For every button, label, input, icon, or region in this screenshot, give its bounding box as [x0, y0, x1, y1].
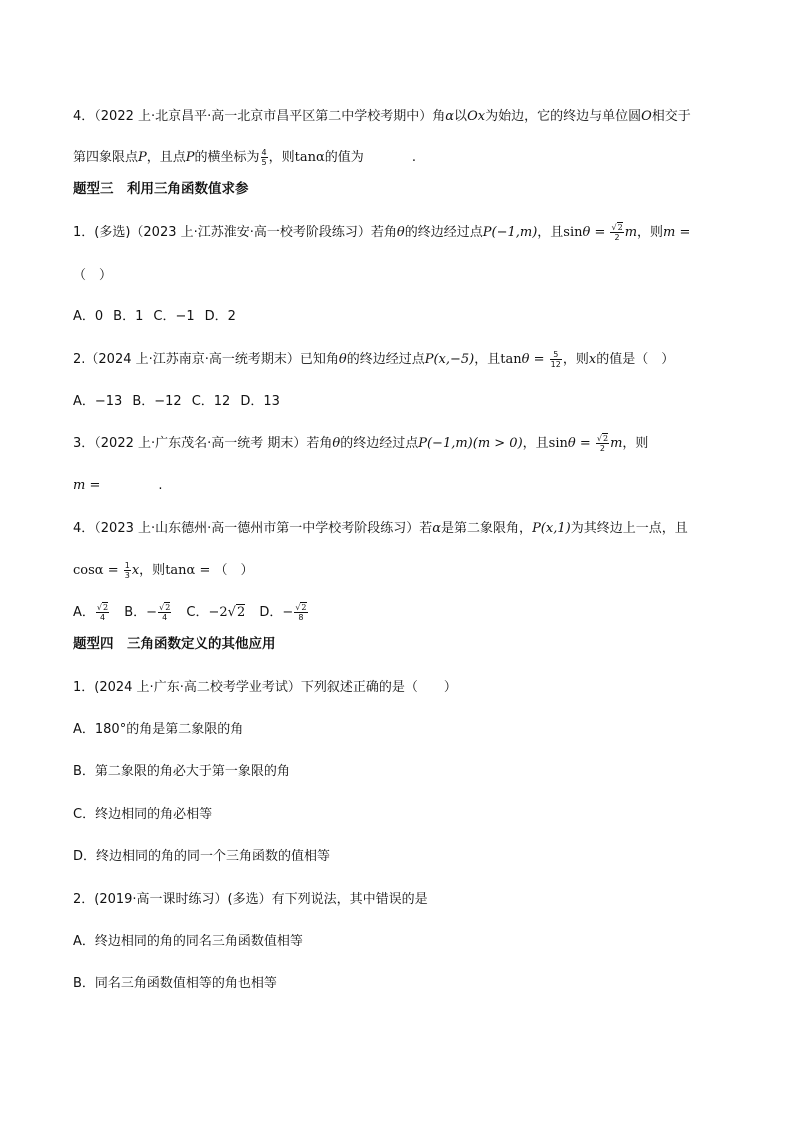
math-var: Ox [467, 109, 486, 124]
math-expr: P(−1,m)(m > 0) [418, 436, 523, 451]
math-expr: cosα [73, 563, 104, 578]
q-text: 3．（2022 上·广东茂名·高一统考 期末）若角 [73, 436, 333, 451]
math-var: m [73, 478, 86, 493]
math-var: θ [582, 225, 591, 240]
math-op: = [195, 563, 215, 578]
option-b[interactable]: B．1 [113, 309, 144, 324]
math-op: = [575, 436, 595, 451]
option-b[interactable]: B．−12 [132, 394, 182, 409]
radicand: 2 [602, 434, 609, 443]
math-op: = [675, 225, 691, 240]
question-s3-1-paren: （ ） [73, 268, 113, 283]
frac-num: √2 [96, 603, 109, 612]
frac-num: 4 [261, 148, 267, 157]
math-expr: P(−1,m) [482, 225, 538, 240]
q-text: ，则 [139, 563, 166, 578]
question-s4-1-stem: 1．(2024 上·广东·高二校考学业考试）下列叙述正确的是（ ） [73, 680, 457, 695]
q-text: ，且 [522, 436, 549, 451]
frac-num: √2 [159, 603, 171, 612]
math-fn: sin [563, 225, 583, 240]
math-op: − [282, 605, 294, 620]
math-op: = [529, 352, 549, 367]
q-text: . [158, 478, 163, 493]
q-text: 的横坐标为 [194, 150, 260, 165]
q-text: ，且 [474, 352, 501, 367]
math-var: θ [567, 436, 576, 451]
math-var: x [588, 352, 597, 367]
q-text: 的终边经过点 [404, 225, 483, 240]
math-expr: P(x,1) [532, 521, 571, 536]
option-a[interactable]: A．0 [73, 309, 104, 324]
math-var: θ [396, 225, 405, 240]
question-s3-2-options [73, 392, 738, 412]
option-b[interactable]: B．第二象限的角必大于第一象限的角 [73, 764, 290, 779]
math-expr: P(x,−5) [424, 352, 475, 367]
fraction [124, 561, 131, 580]
frac-den: 4 [162, 613, 168, 622]
q-text: ，则 [268, 150, 295, 165]
math-var: θ [338, 352, 347, 367]
option-c[interactable]: C．12 [191, 394, 231, 409]
math-var: θ [521, 352, 530, 367]
question-s3-2-line1 [73, 350, 738, 370]
option-a[interactable]: A．终边相同的角的同名三角函数值相等 [73, 934, 303, 949]
q-text: ，则 [637, 225, 664, 240]
radicand: 2 [236, 605, 246, 620]
math-var: x [131, 563, 140, 578]
option-a[interactable]: A．−13 [73, 394, 123, 409]
q-text: ，则 [622, 436, 649, 451]
math-var: P [185, 150, 195, 165]
q-text: 的终边经过点 [346, 352, 425, 367]
math-var: O [641, 109, 652, 124]
q-text: 相交于 [651, 109, 691, 124]
radicand: 2 [301, 603, 307, 612]
option-d[interactable]: D．13 [240, 394, 280, 409]
math-fn: tan [500, 352, 522, 367]
frac-den: 4 [99, 613, 106, 622]
option-label: C． [186, 605, 209, 620]
math-expr: tanα [165, 563, 196, 578]
math-var: m [663, 225, 676, 240]
math-op: = [85, 478, 101, 493]
radicand: 2 [165, 603, 171, 612]
math-var: P [138, 150, 147, 165]
math-var: θ [332, 436, 341, 451]
frac-den: 5 [261, 158, 267, 167]
option-label: D． [259, 605, 283, 620]
frac-num: √2 [596, 434, 609, 443]
fraction [550, 350, 562, 369]
radicand: 2 [103, 603, 109, 612]
option-d[interactable] [259, 603, 308, 623]
q-text: 的终边经过点 [340, 436, 419, 451]
option-label: A． [73, 605, 95, 620]
math-var: α [432, 521, 442, 536]
fraction [261, 148, 268, 167]
q-text: 的值是（ ） [596, 352, 675, 367]
frac-den: 2 [614, 233, 620, 242]
math-op: = [590, 225, 610, 240]
radicand: 2 [617, 223, 623, 232]
option-c[interactable]: C．终边相同的角必相等 [73, 807, 213, 822]
question-s3-3-line2 [73, 476, 738, 496]
math-fn: sin [548, 436, 568, 451]
fraction [294, 603, 307, 622]
q-text: 2.（2024 上·江苏南京·高一统考期末）已知角 [73, 352, 339, 367]
frac-num: 5 [550, 350, 562, 360]
option-b[interactable] [124, 603, 172, 623]
option-a[interactable]: A．180°的角是第二象限的角 [73, 722, 244, 737]
section-heading-3: 题型三 利用三角函数值求参 [73, 181, 249, 197]
question-s2-4-line2 [73, 148, 738, 168]
option-label: B． [124, 605, 147, 620]
q-text: 是第二象限角， [441, 521, 533, 536]
q-text: ，则 [562, 352, 589, 367]
question-s3-4-line1 [73, 519, 738, 539]
math-var: α [445, 109, 455, 124]
q-text: 以 [454, 109, 468, 124]
fraction [158, 603, 171, 622]
question-s3-1-line1 [73, 223, 738, 243]
option-a[interactable] [73, 603, 110, 623]
math-expr: −2 [208, 605, 228, 620]
frac-den: 12 [550, 360, 561, 369]
math-expr: tanα [294, 150, 325, 165]
q-text: ，且点 [146, 150, 186, 165]
math-var: m [624, 225, 638, 240]
frac-den: 2 [599, 444, 606, 453]
q-text: 的值为 [324, 150, 364, 165]
option-c[interactable]: C．−1 [153, 309, 195, 324]
question-s3-3-line1 [73, 434, 738, 454]
question-s4-2-stem: 2．(2019·高一课时练习）(多选）有下列说法，其中错误的是 [73, 892, 428, 907]
frac-num: √2 [295, 603, 307, 612]
frac-den: 3 [124, 571, 130, 580]
fraction [596, 434, 609, 453]
frac-num: 1 [124, 561, 130, 570]
fraction [96, 603, 109, 622]
frac-den: 8 [298, 613, 304, 622]
math-var: m [610, 436, 623, 451]
q-text: 为其终边上一点，且 [570, 521, 688, 536]
q-text: 4．（2022 上·北京昌平·高一北京市昌平区第二中学校考期中）角 [73, 109, 446, 124]
q-text: 4．（2023 上·山东德州·高一德州市第一中学校考阶段练习）若 [73, 521, 433, 536]
math-op: = [103, 563, 123, 578]
option-c[interactable] [186, 603, 245, 623]
option-d[interactable]: D．终边相同的角的同一个三角函数的值相等 [73, 849, 331, 864]
q-text: （ ） [214, 563, 254, 578]
math-op: − [146, 605, 158, 620]
question-s3-1-options [73, 307, 738, 327]
option-b[interactable]: B．同名三角函数值相等的角也相等 [73, 976, 277, 991]
q-text: 第四象限点 [73, 150, 139, 165]
section-heading-4: 题型四 三角函数定义的其他应用 [73, 636, 276, 652]
q-text: ，且 [537, 225, 564, 240]
q-text: . [411, 150, 416, 165]
q-text: 为始边，它的终边与单位圆 [485, 109, 642, 124]
sqrt: √2 [227, 605, 246, 620]
question-s3-4-line2 [73, 561, 738, 581]
question-s3-4-options [73, 603, 738, 623]
q-text: 1．(多选)（2023 上·江苏淮安·高一校考阶段练习）若角 [73, 225, 397, 240]
frac-num: √2 [611, 223, 623, 232]
option-d[interactable]: D．2 [204, 309, 236, 324]
question-s2-4-line1 [73, 107, 738, 127]
fraction [610, 223, 623, 242]
